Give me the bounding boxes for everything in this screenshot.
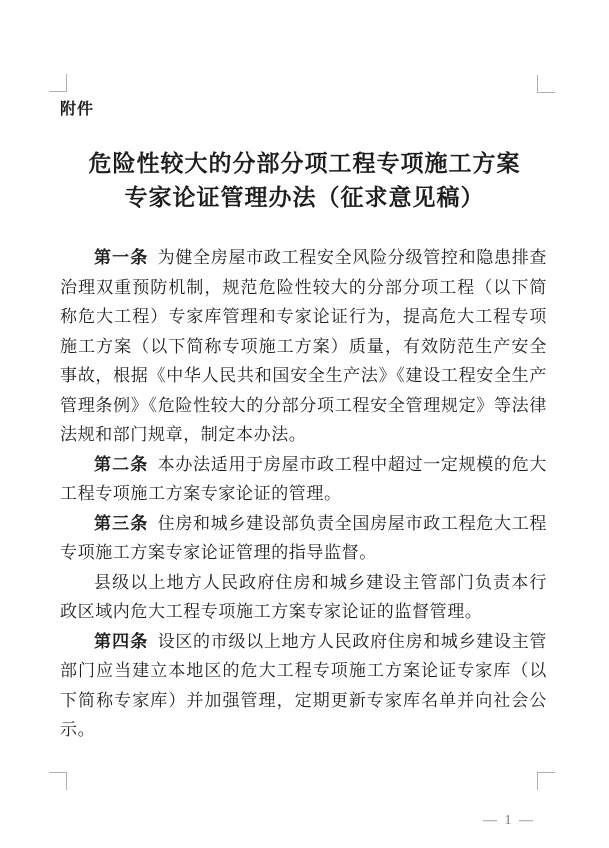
- document-title-line-1: 危险性较大的分部分项工程专项施工方案: [88, 151, 521, 176]
- crop-mark-top-left: [49, 74, 67, 92]
- document-title-line-2: 专家论证管理办法（征求意见稿）: [124, 185, 485, 210]
- crop-mark-bottom-right: [537, 772, 555, 790]
- article-lead: 第四条: [94, 631, 149, 651]
- crop-mark-bottom-left: [49, 772, 67, 790]
- paragraph-text: 住房和城乡建设部负责全国房屋市政工程危大工程专项施工方案专家论证管理的指导监督。: [60, 513, 548, 562]
- article-lead: 第二条: [94, 454, 149, 474]
- page-number: — 1 —: [483, 813, 535, 828]
- article-lead: 第三条: [94, 513, 149, 533]
- paragraph-text: 设区的市级以上地方人民政府住房和城乡建设主管部门应当建立本地区的危大工程专项施工方案论证专家库（以下简称专家库）并加强管理，定期更新专家库名单并向社会公示。: [60, 631, 548, 739]
- paragraph-text: 为健全房屋市政工程安全风险分级管控和隐患排查治理双重预防机制，规范危险性较大的分部分项工程（以下简称危大工程）专家库管理和专家论证行为，提高危大工程专项施工方案（以下简称专项施工方案）质量，有效防范生产安全事故，根据《中华人民共和国安全生产法》《建设工程安全生产管理条例》《危险性较大的分部分项工程安全管理规定》等法律法规和部门规章，制定本办法。: [60, 248, 548, 444]
- paragraph-text: 县级以上地方人民政府住房和城乡建设主管部门负责本行政区域内危大工程专项施工方案专家论证的监督管理。: [60, 572, 547, 621]
- article-lead: 第一条: [94, 248, 149, 267]
- document-title: [40, 147, 569, 215]
- paragraph-text: 本办法适用于房屋市政工程中超过一定规模的危大工程专项施工方案专家论证的管理。: [60, 454, 548, 503]
- body-paragraph: [60, 243, 547, 450]
- body-paragraph: [60, 627, 547, 745]
- body-paragraph: [60, 509, 547, 568]
- body-paragraph: [60, 450, 547, 509]
- attachment-label: 附件: [60, 101, 95, 118]
- document-body: [60, 243, 547, 745]
- crop-mark-top-right: [537, 75, 555, 93]
- body-paragraph: [60, 568, 547, 627]
